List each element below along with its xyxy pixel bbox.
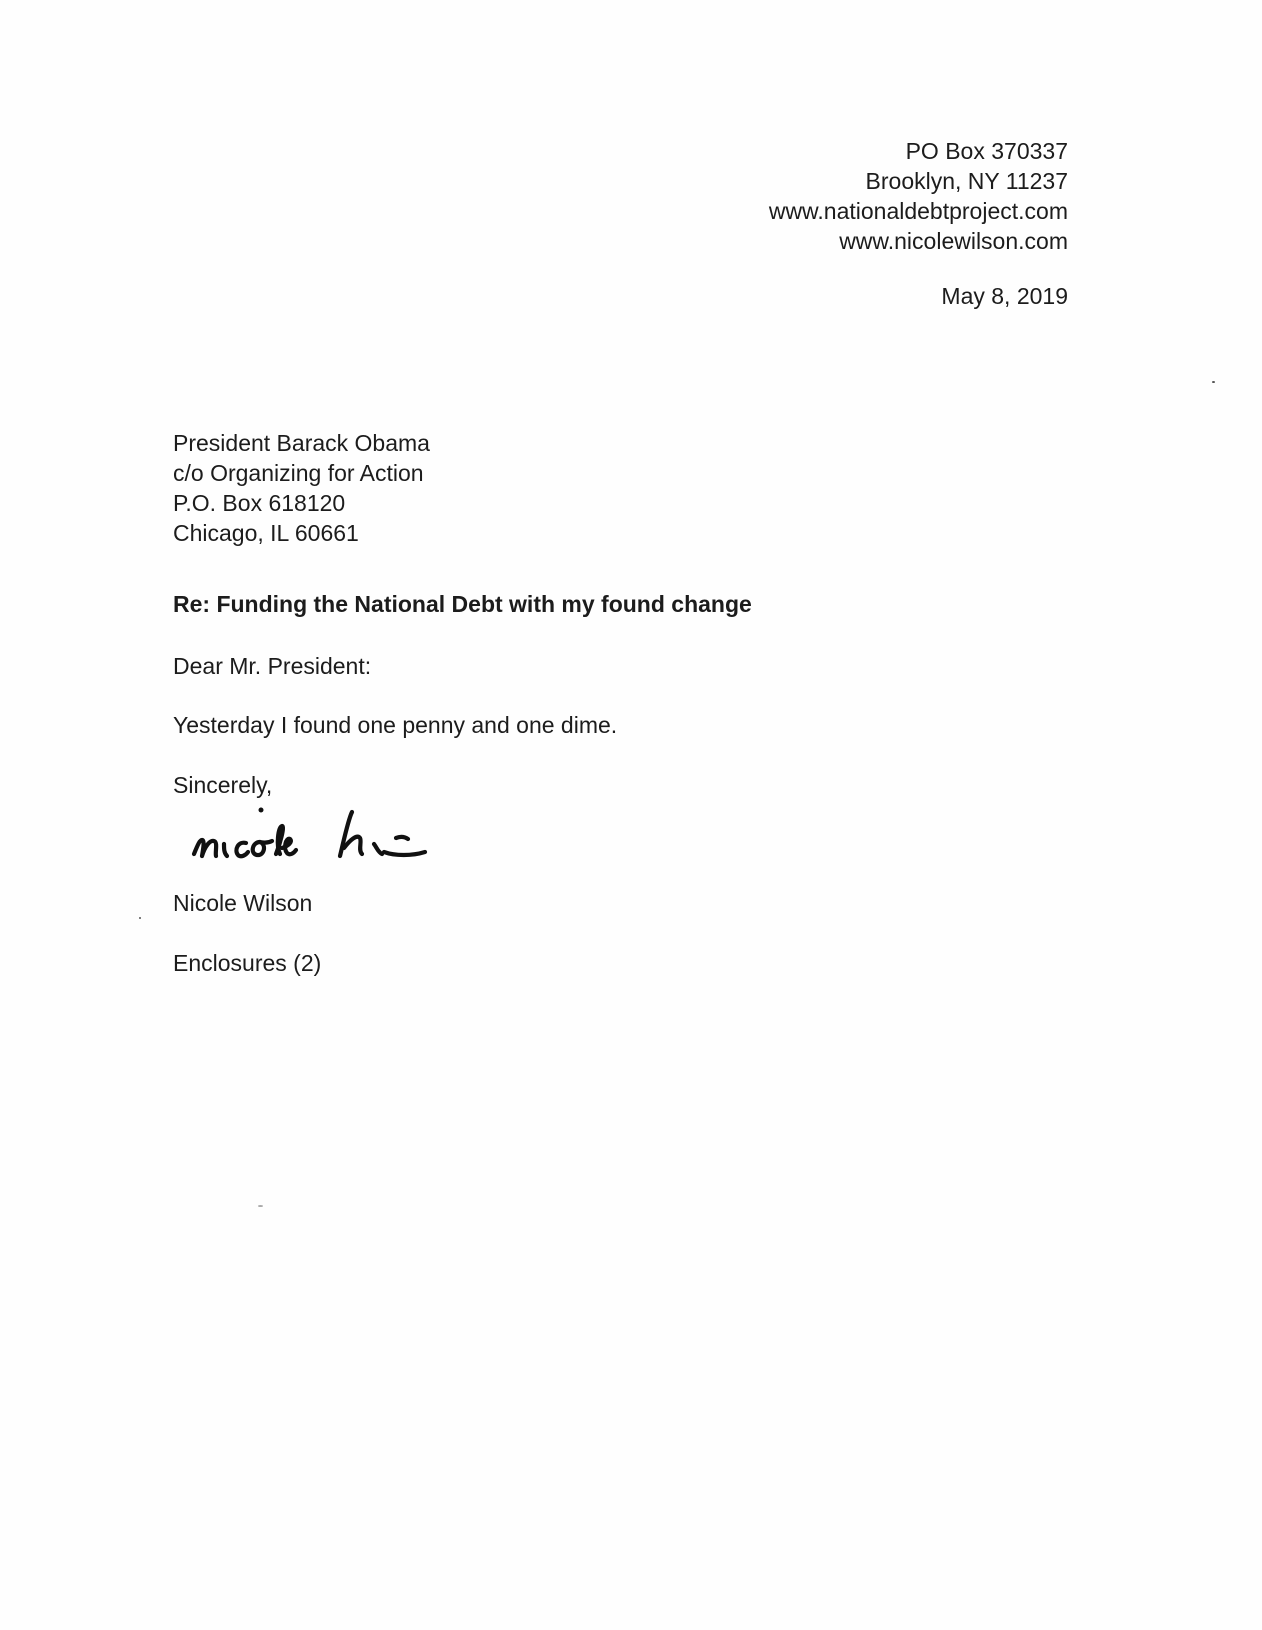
handwritten-signature	[190, 796, 450, 876]
sender-address-block	[769, 136, 1068, 256]
recipient-city-state-zip: Chicago, IL 60661	[173, 520, 359, 546]
recipient-name: President Barack Obama	[173, 430, 430, 456]
letter-date: May 8, 2019	[941, 283, 1068, 309]
letter-body: Yesterday I found one penny and one dime.	[173, 712, 618, 738]
sender-city-state-zip: Brooklyn, NY 11237	[865, 168, 1068, 194]
sender-po-box: PO Box 370337	[905, 138, 1068, 164]
scan-speck	[139, 917, 141, 919]
subject-line: Re: Funding the National Debt with my found change	[173, 591, 752, 617]
recipient-care-of: c/o Organizing for Action	[173, 460, 424, 486]
scan-speck	[1212, 381, 1215, 383]
sender-website-national-debt: www.nationaldebtproject.com	[768, 198, 1068, 224]
recipient-po-box: P.O. Box 618120	[173, 490, 346, 516]
signer-name: Nicole Wilson	[173, 890, 313, 916]
enclosures-note: Enclosures (2)	[173, 950, 322, 976]
scan-speck	[258, 1205, 263, 1207]
recipient-address-block	[173, 428, 430, 548]
salutation: Dear Mr. President:	[173, 653, 372, 679]
sender-website-personal: www.nicolewilson.com	[839, 228, 1068, 254]
closing: Sincerely,	[173, 772, 273, 798]
